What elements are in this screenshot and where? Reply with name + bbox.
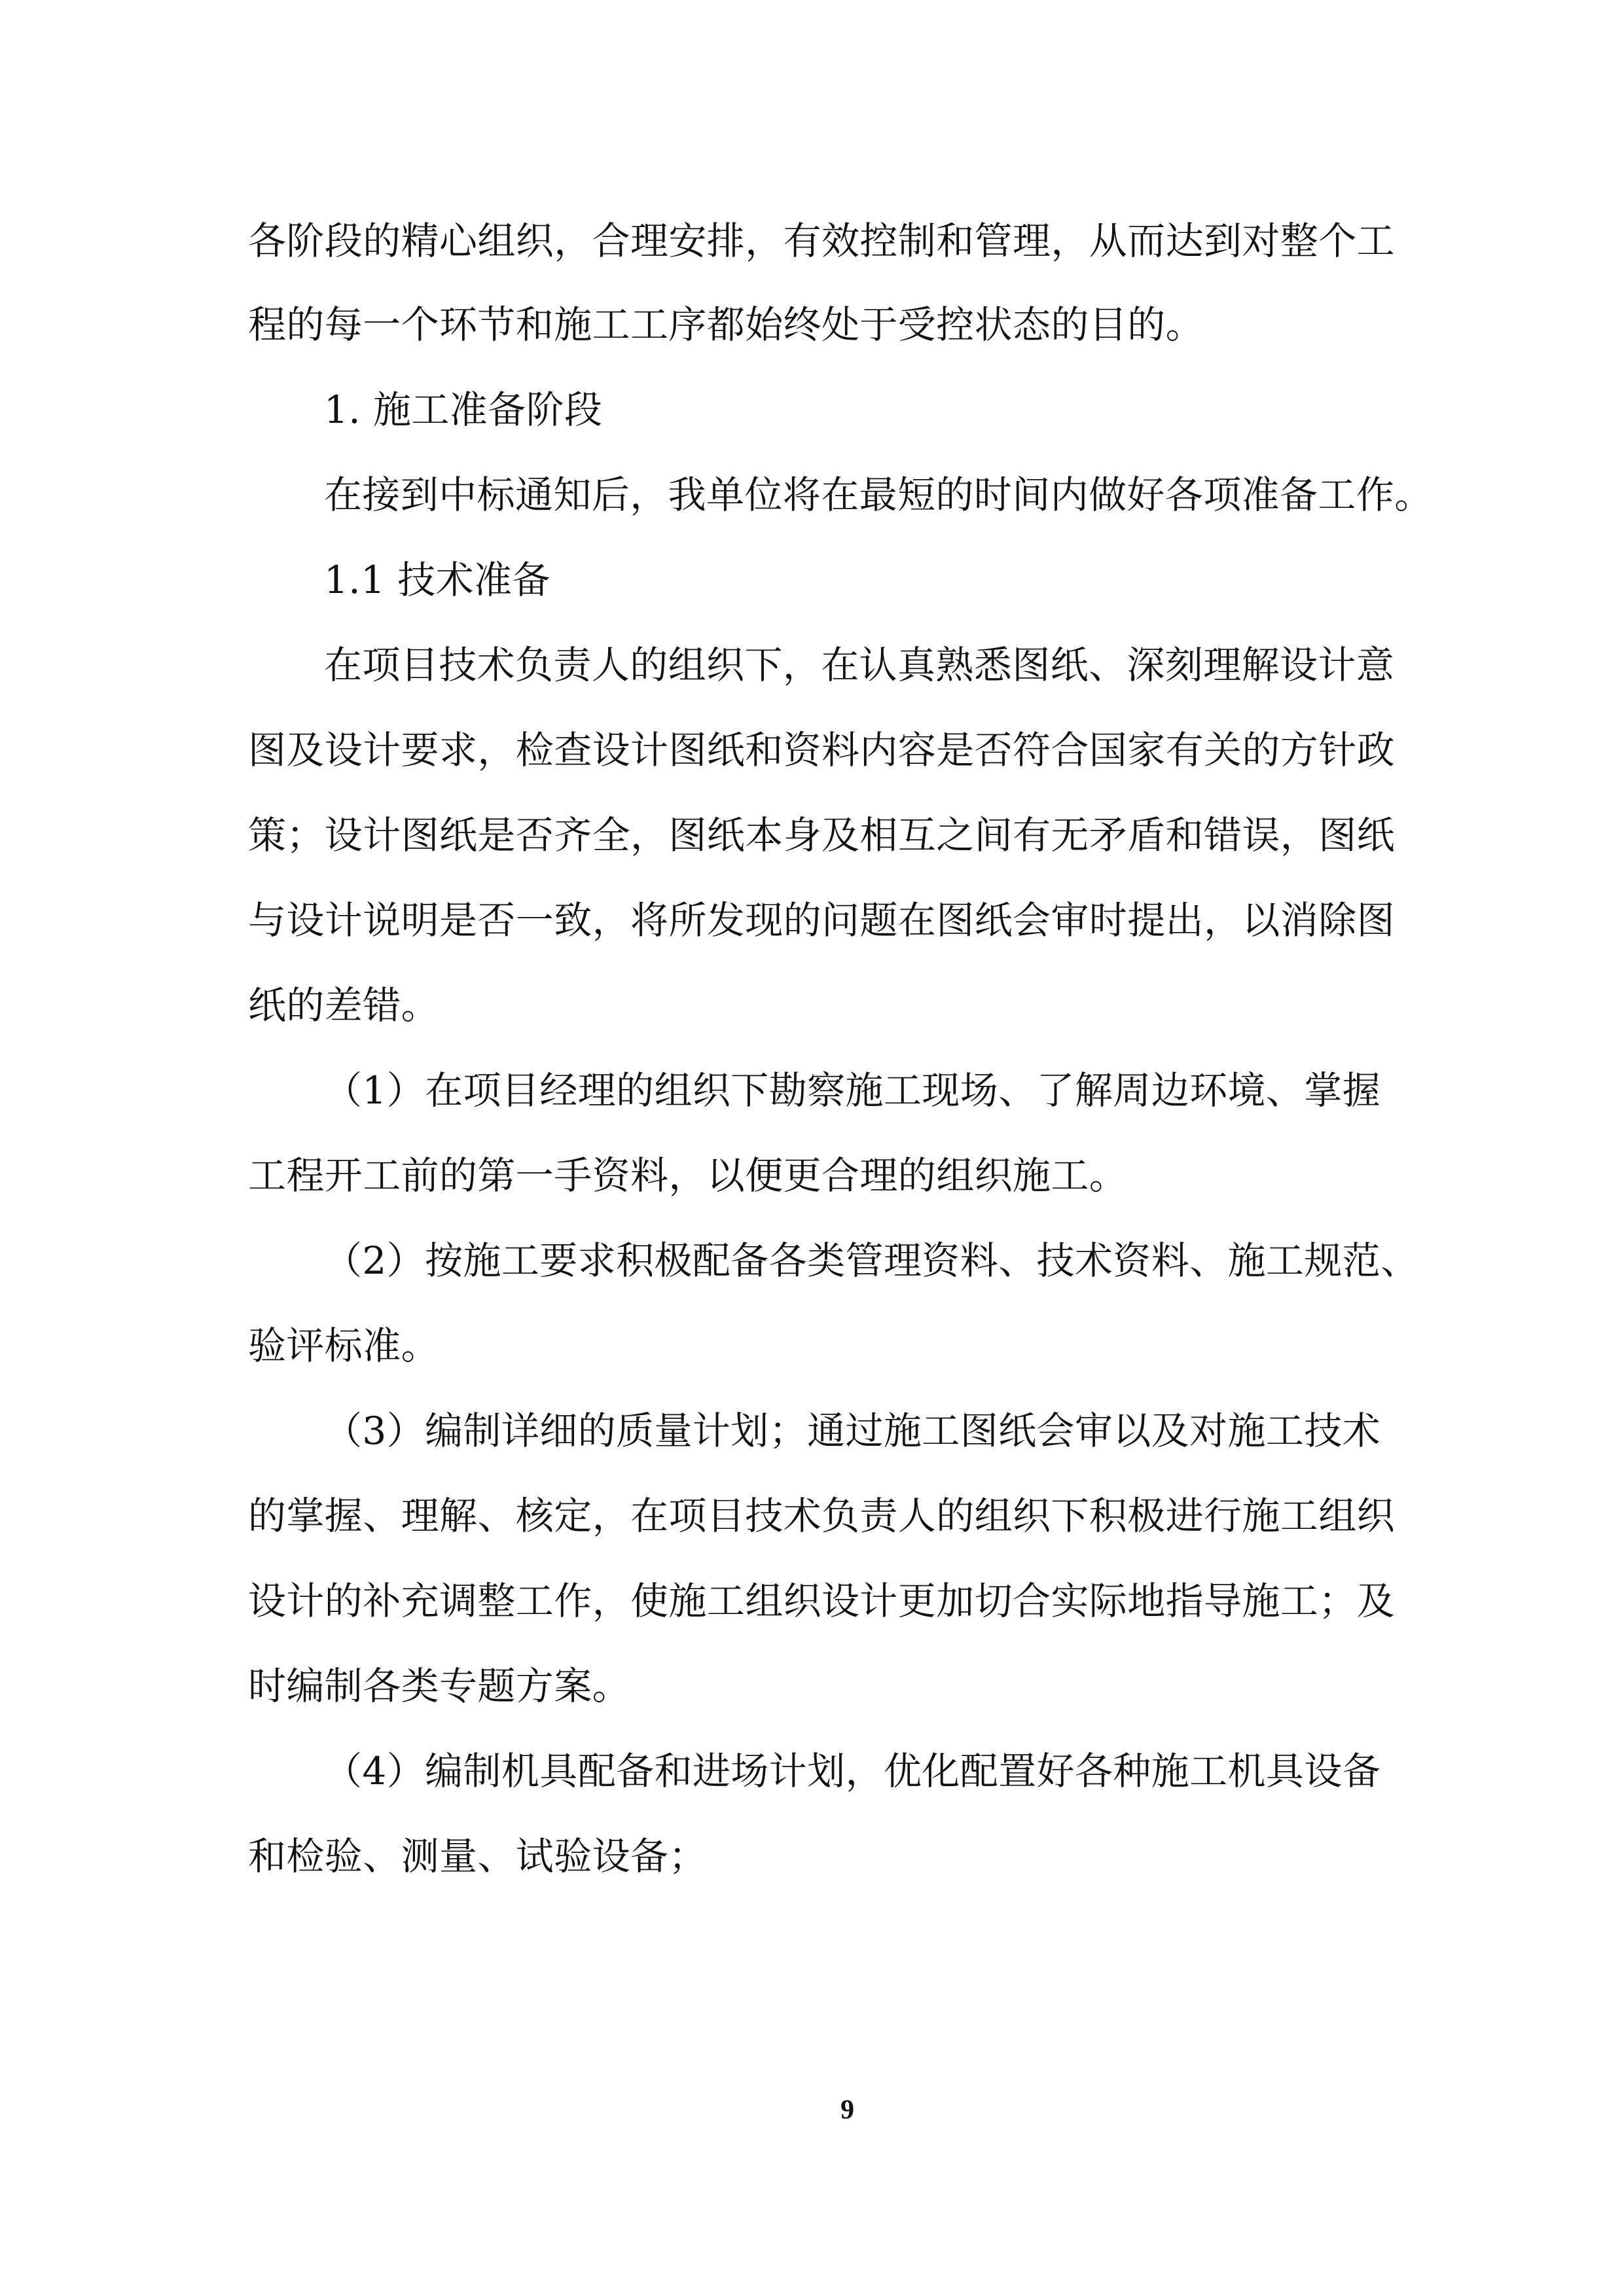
list-item: （3）编制详细的质量计划；通过施工图纸会审以及对施工技术 bbox=[324, 1408, 1381, 1453]
text-line: 在项目技术负责人的组织下，在认真熟悉图纸、深刻理解设计意 bbox=[324, 643, 1395, 687]
text-line: 程的每一个环节和施工工序都始终处于受控状态的目的。 bbox=[248, 302, 1204, 347]
text-line: 图及设计要求，检查设计图纸和资料内容是否符合国家有关的方针政 bbox=[248, 728, 1396, 772]
text-line: 在接到中标通知后，我单位将在最短的时间内做好各项准备工作。 bbox=[324, 473, 1433, 517]
text-line: 的掌握、理解、核定，在项目技术负责人的组织下积极进行施工组织 bbox=[248, 1494, 1396, 1538]
text-line: 和检验、测量、试验设备； bbox=[248, 1834, 707, 1878]
text-line: 与设计说明是否一致，将所发现的问题在图纸会审时提出，以消除图 bbox=[248, 898, 1396, 942]
text-line: 各阶段的精心组织，合理安排，有效控制和管理，从而达到对整个工 bbox=[248, 219, 1396, 263]
text-line: 时编制各类专题方案。 bbox=[248, 1664, 631, 1708]
list-item: （2）按施工要求积极配备各类管理资料、技术资料、施工规范、 bbox=[324, 1238, 1419, 1283]
text-line: 设计的补充调整工作，使施工组织设计更加切合实际地指导施工；及 bbox=[248, 1579, 1396, 1623]
subsection-heading: 1.1 技术准备 bbox=[324, 558, 550, 602]
text-line: 工程开工前的第一手资料，以便更合理的组织施工。 bbox=[248, 1153, 1128, 1198]
page-number: 9 bbox=[840, 2095, 854, 2125]
list-item: （4）编制机具配备和进场计划，优化配置好各种施工机具设备 bbox=[324, 1749, 1381, 1793]
list-item: （1）在项目经理的组织下勘察施工现场、了解周边环境、掌握 bbox=[324, 1068, 1381, 1113]
text-line: 纸的差错。 bbox=[248, 983, 440, 1028]
text-line: 验评标准。 bbox=[248, 1323, 440, 1368]
section-heading: 1. 施工准备阶段 bbox=[324, 387, 603, 432]
text-line: 策；设计图纸是否齐全，图纸本身及相互之间有无矛盾和错误，图纸 bbox=[248, 813, 1396, 857]
